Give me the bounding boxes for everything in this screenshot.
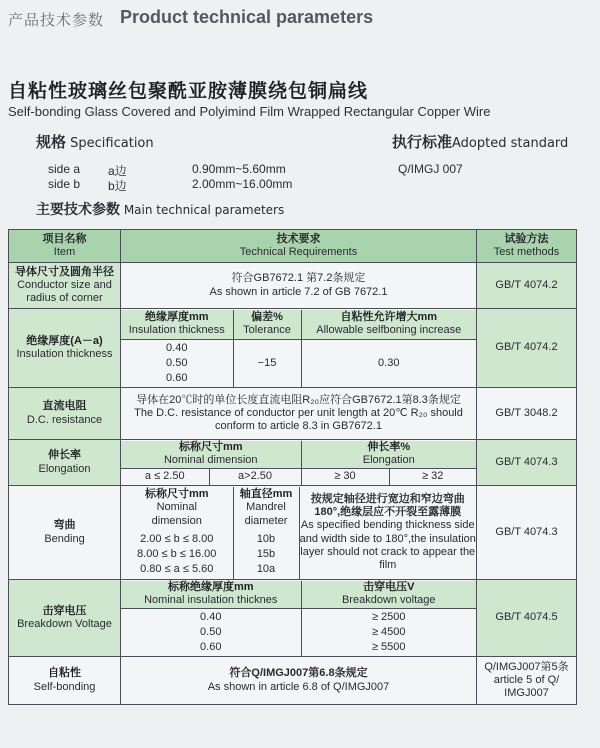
conductor-req-en: As shown in article 7.2 of GB 7672.1: [209, 285, 388, 298]
insulation-item-cn: 绝缘厚度(A－a): [26, 334, 103, 347]
selfbond-test: Q/IMGJ007第5条 article 5 of Q/ IMGJ007: [477, 657, 577, 705]
insulation-subtable: [121, 310, 476, 387]
bd-col2-cn: 击穿电压V: [363, 581, 415, 594]
specification-en: Specification: [70, 136, 154, 151]
bend-req-en: As specified bending thickness side and width side to 180°,the insulation layer should not crack to appear the film: [299, 519, 476, 571]
elongation-item: [9, 440, 121, 486]
side-a-en: side a: [48, 162, 81, 176]
ins-col-increase: [301, 310, 476, 340]
conductor-req-cn: 符合GB7672.1 第7.2条规定: [231, 272, 366, 285]
dc-requirement: [121, 388, 477, 440]
bend-dim: 8.00 ≤ b ≤ 16.00: [137, 547, 217, 560]
selfbond-requirement: [121, 657, 477, 705]
ins-col-thickness: [121, 310, 233, 340]
bd-voltage-value: ≥ 2500: [371, 610, 406, 623]
dc-test: GB/T 3048.2: [477, 388, 577, 440]
insulation-requirement: [121, 309, 477, 388]
side-b-range: 2.00mm~16.00mm: [192, 177, 293, 191]
bd-voltage: [301, 609, 476, 656]
elong-dim: a>2.50: [209, 469, 301, 485]
header-test-cn: 试验方法: [504, 232, 549, 245]
ins-values: [121, 340, 233, 387]
bd-thickness: [121, 609, 301, 656]
bending-item-en: Bending: [44, 532, 85, 545]
bd-col1-en: Nominal insulation thicknes: [144, 594, 278, 607]
header-test: [477, 230, 577, 263]
elongation-subtable: [121, 441, 476, 485]
bd-voltage-value: ≥ 5500: [371, 640, 406, 653]
ins-col2-en: Tolerance: [243, 324, 291, 337]
breakdown-subtable: [121, 581, 476, 656]
bend-col1-cn: 标称尺寸mm: [144, 488, 209, 501]
bd-voltage-value: ≥ 4500: [371, 625, 406, 638]
specification-label: [36, 131, 154, 152]
bend-col2-en1: Mandrel: [246, 501, 286, 514]
bend-col2-en2: diameter: [244, 514, 288, 527]
ins-value: 0.40: [166, 341, 188, 354]
dc-req-en: The D.C. resistance of conductor per unit length at 20℃ R₂₀ should conform to article 8.3 in GB7672.1: [134, 406, 463, 433]
bend-mandrel: 10b: [256, 532, 276, 545]
main-params-cn: 主要技术参数: [36, 202, 120, 218]
elong-value: ≥ 30: [301, 469, 389, 485]
elong-col2-en: Elongation: [362, 454, 415, 467]
ins-col3-en: Allowable selfboning increase: [316, 324, 462, 337]
bend-mandrel-col: [233, 487, 299, 579]
side-a-cn: a边: [108, 164, 127, 178]
header-en: Product technical parameters: [120, 7, 374, 27]
bending-requirement: [121, 486, 477, 580]
bend-col2-cn: 轴直径mm: [239, 488, 293, 501]
table-header-row: [9, 230, 577, 263]
bend-col1-en1: Nominal: [156, 501, 197, 514]
table-row-insulation: [9, 309, 577, 388]
ins-col1-en: Insulation thickness: [128, 324, 225, 337]
selfbond-item-cn: 自粘性: [48, 667, 81, 680]
header-item: [9, 230, 121, 263]
table-row-breakdown: [9, 580, 577, 657]
elongation-requirement: [121, 440, 477, 486]
elongation-item-cn: 伸长率: [48, 449, 81, 462]
insulation-test: GB/T 4074.2: [477, 309, 577, 388]
breakdown-item-cn: 击穿电压: [42, 604, 87, 617]
conductor-item-cn: 导体尺寸及圆角半径: [15, 265, 114, 278]
elong-col1-cn: 标称尺寸mm: [178, 441, 243, 454]
header-cn: 产品技术参数: [8, 11, 105, 29]
technical-parameters-table: [8, 229, 577, 705]
conductor-item-en: Conductor size and radius of corner: [17, 278, 112, 305]
bend-col1-en2: dimension: [151, 514, 202, 527]
elong-col-value: [301, 441, 476, 469]
bend-req-cn: 按规定轴径进行宽边和窄边弯曲180°,绝缘层应不开裂至露薄膜: [310, 492, 465, 519]
conductor-requirement: [121, 263, 477, 309]
standard-value: Q/IMGJ 007: [398, 162, 463, 176]
header-test-en: Test methods: [493, 246, 560, 258]
selfbond-req-cn: 符合Q/IMGJ007第6.8条规定: [229, 667, 368, 680]
insulation-item: [9, 309, 121, 388]
side-a-range: 0.90mm~5.60mm: [192, 162, 286, 176]
selfbond-item: [9, 657, 121, 705]
bend-dim: 0.80 ≤ a ≤ 5.60: [140, 562, 214, 575]
bending-subtable: [121, 487, 476, 579]
ins-increase: 0.30: [378, 356, 400, 369]
ins-value: 0.50: [166, 356, 188, 369]
breakdown-item: [9, 580, 121, 657]
header-requirements: [121, 230, 477, 263]
standard-cn: 执行标准: [392, 133, 453, 151]
ins-tolerance: −15: [233, 340, 301, 387]
elong-dim: a ≤ 2.50: [121, 469, 209, 485]
bend-dim: 2.00 ≤ b ≤ 8.00: [140, 532, 214, 545]
side-b-cn: b边: [108, 179, 127, 193]
bend-req-col: [299, 487, 476, 579]
selfbond-item-en: Self-bonding: [33, 680, 96, 693]
table-row-dc: [9, 388, 577, 440]
ins-col1-cn: 绝缘厚度mm: [144, 311, 209, 324]
table-row-conductor: [9, 263, 577, 309]
bd-col1-cn: 标称绝缘厚度mm: [167, 581, 254, 594]
bd-col-thickness: [121, 581, 301, 609]
dc-item: [9, 388, 121, 440]
table-row-bending: [9, 486, 577, 580]
standard-en: Adopted standard: [452, 136, 569, 151]
dc-item-en: D.C. resistance: [26, 413, 103, 426]
specification-cn: 规格: [36, 133, 67, 151]
elong-col-dim: [121, 441, 301, 469]
bending-item-cn: 弯曲: [53, 519, 76, 532]
header-req-cn: 技术要求: [276, 232, 321, 245]
main-params-en: Main technical parameters: [123, 203, 285, 217]
breakdown-test: GB/T 4074.5: [477, 580, 577, 657]
header-item-cn: 项目名称: [42, 232, 87, 245]
bending-test: GB/T 4074.3: [477, 486, 577, 580]
product-title-en: Self-bonding Glass Covered and Polyimind Film Wrapped Rectangular Copper Wire: [8, 104, 491, 119]
ins-col3-cn: 自粘性允许增大mm: [340, 311, 438, 324]
header-item-en: Item: [53, 246, 76, 258]
bend-dim-col: [121, 487, 233, 579]
bd-thickness-value: 0.40: [200, 610, 222, 623]
header-req-en: Technical Requirements: [239, 246, 358, 258]
elongation-test: GB/T 4074.3: [477, 440, 577, 486]
breakdown-requirement: [121, 580, 477, 657]
table-row-selfbond: [9, 657, 577, 705]
bending-item: [9, 486, 121, 580]
ins-col-tolerance: [233, 310, 301, 340]
product-title-cn: 自粘性玻璃丝包聚酰亚胺薄膜绕包铜扁线: [8, 80, 369, 102]
side-b-en: side b: [48, 177, 81, 191]
bd-col-voltage: [301, 581, 476, 609]
insulation-item-en: Insulation thickness: [16, 348, 113, 360]
selfbond-req-en: As shown in article 6.8 of Q/IMGJ007: [207, 680, 390, 693]
bd-thickness-value: 0.50: [200, 625, 222, 638]
elong-value: ≥ 32: [422, 470, 444, 483]
main-params-label: [36, 199, 284, 219]
ins-value: 0.60: [166, 371, 188, 384]
elongation-item-en: Elongation: [38, 462, 91, 475]
conductor-item: [9, 263, 121, 309]
dc-req-cn: 导体在20℃时的单位长度直流电阻R₂₀应符合GB7672.1第8.3条规定: [136, 393, 461, 406]
elong-col1-en: Nominal dimension: [163, 454, 258, 467]
conductor-test: GB/T 4074.2: [477, 263, 577, 309]
bend-mandrel: 15b: [256, 547, 276, 560]
dc-item-cn: 直流电阻: [42, 400, 87, 413]
table-row-elongation: [9, 440, 577, 486]
bd-thickness-value: 0.60: [200, 640, 222, 653]
standard-label: [392, 131, 568, 152]
ins-col2-cn: 偏差%: [251, 311, 283, 324]
elong-col2-cn: 伸长率%: [367, 441, 411, 454]
breakdown-item-en: Breakdown Voltage: [17, 618, 112, 630]
bend-mandrel: 10a: [256, 562, 276, 575]
bd-col2-en: Breakdown voltage: [341, 594, 436, 607]
